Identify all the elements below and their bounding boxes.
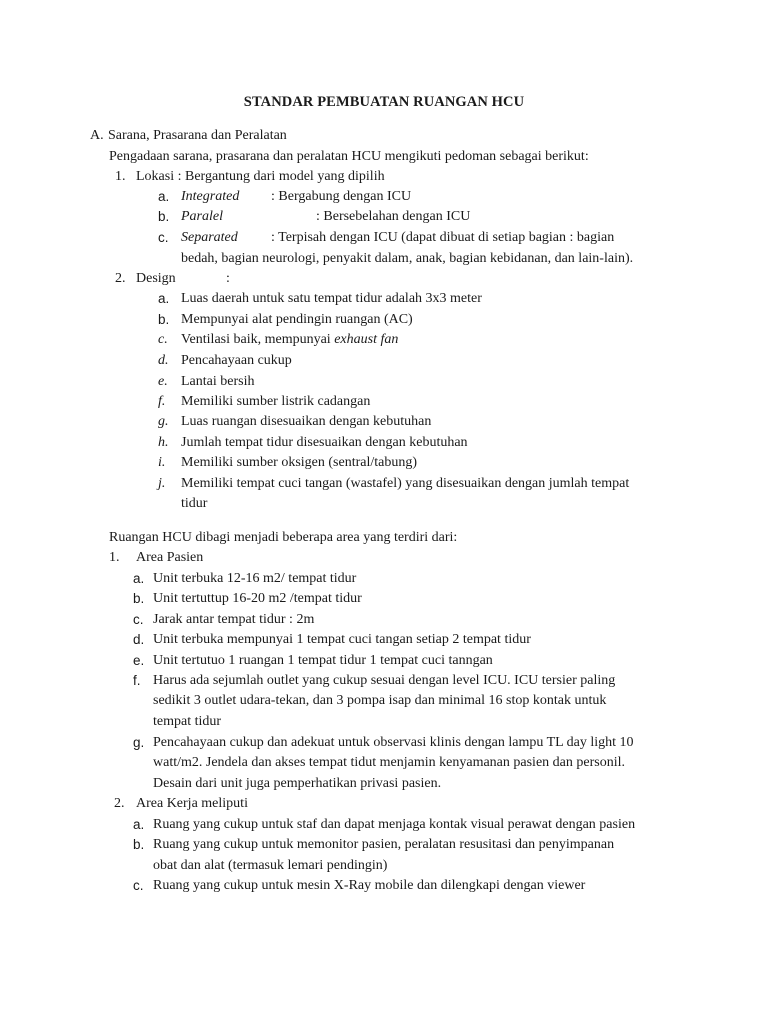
list-marker: g.	[158, 414, 169, 429]
area-item-cont: Desain dari unit juga pemperhatikan privasi pasien.	[153, 776, 442, 791]
page-title: STANDAR PEMBUATAN RUANGAN HCU	[243, 94, 525, 110]
area-item: Jarak antar tempat tidur : 2m	[153, 612, 315, 627]
area-item: Unit tertuttup 16-20 m2 /tempat tidur	[153, 591, 362, 606]
lokasi-desc-cont: bedah, bagian neurologi, penyakit dalam, anak, bagian kebidanan, dan lain-lain).	[181, 251, 634, 266]
area-item: Unit terbuka mempunyai 1 tempat cuci tangan setiap 2 tempat tidur	[153, 632, 531, 647]
lokasi-desc: : Terpisah dengan ICU (dapat dibuat di setiap bagian : bagian	[271, 230, 615, 245]
design-item: Luas daerah untuk satu tempat tidur adalah 3x3 meter	[181, 291, 482, 306]
area-item: Ruang yang cukup untuk staf dan dapat menjaga kontak visual perawat dengan pasien	[153, 817, 636, 832]
design-item: Mempunyai alat pendingin ruangan (AC)	[181, 312, 413, 327]
list-marker: a.	[158, 189, 170, 204]
design-item: Memiliki sumber oksigen (sentral/tabung)	[181, 455, 418, 470]
list-marker: b.	[133, 837, 145, 852]
list-marker: a.	[158, 291, 170, 306]
list-marker: c.	[158, 332, 168, 347]
area-item-cont: obat dan alat (termasuk lemari pendingin)	[153, 858, 388, 873]
areas-intro: Ruangan HCU dibagi menjadi beberapa area yang terdiri dari:	[109, 530, 458, 545]
design-colon: :	[226, 271, 230, 286]
list-marker: g.	[133, 735, 145, 750]
list-number: 1.	[115, 169, 126, 184]
design-item: Memiliki sumber listrik cadangan	[181, 394, 371, 409]
design-item-emphasis: exhaust fan	[334, 332, 399, 347]
list-marker: d.	[158, 353, 169, 368]
design-item: Luas ruangan disesuaikan dengan kebutuhan	[181, 414, 432, 429]
area-item-cont: watt/m2. Jendela dan akses tempat tidut menjamin kenyamanan pasien dan personil.	[153, 755, 625, 770]
lokasi-term: Separated	[181, 230, 238, 245]
list-marker: h.	[158, 435, 169, 450]
design-label: Design	[136, 271, 176, 286]
section-marker: A.	[90, 128, 104, 143]
area-item-cont: sedikit 3 outlet udara-tekan, dan 3 pompa isap dan minimal 16 stop kontak untuk	[153, 693, 607, 708]
list-marker: c.	[158, 230, 169, 245]
design-item: Lantai bersih	[181, 374, 255, 389]
section-intro: Pengadaan sarana, prasarana dan peralatan HCU mengikuti pedoman sebagai berikut:	[109, 149, 589, 164]
area-label: Area Pasien	[136, 550, 204, 565]
list-marker: i.	[158, 455, 166, 470]
lokasi-term: Integrated	[181, 189, 240, 204]
list-number: 2.	[115, 271, 126, 286]
area-item-cont: tempat tidur	[153, 714, 222, 729]
list-marker: e.	[158, 374, 168, 389]
lokasi-term: Paralel	[181, 209, 223, 224]
list-marker: b.	[158, 209, 170, 224]
lokasi-label: Lokasi : Bergantung dari model yang dipilih	[136, 169, 385, 184]
list-marker: b.	[158, 312, 170, 327]
design-item: Ventilasi baik, mempunyai exhaust fan	[181, 332, 399, 347]
design-item: Pencahayaan cukup	[181, 353, 292, 368]
list-marker: e.	[133, 653, 145, 668]
list-marker: a.	[133, 817, 145, 832]
area-item: Ruang yang cukup untuk mesin X-Ray mobile dan dilengkapi dengan viewer	[153, 878, 586, 893]
list-marker: f.	[158, 394, 166, 409]
list-number: 1.	[109, 550, 120, 565]
area-item: Pencahayaan cukup dan adekuat untuk observasi klinis dengan lampu TL day light 10	[153, 735, 634, 750]
list-marker: c.	[133, 878, 144, 893]
list-marker: f.	[133, 673, 141, 688]
lokasi-desc: : Bersebelahan dengan ICU	[316, 209, 471, 224]
area-item: Ruang yang cukup untuk memonitor pasien, peralatan resusitasi dan penyimpanan	[153, 837, 615, 852]
list-marker: d.	[133, 632, 145, 647]
lokasi-desc: : Bergabung dengan ICU	[271, 189, 412, 204]
section-heading: Sarana, Prasarana dan Peralatan	[108, 128, 287, 143]
design-item: Jumlah tempat tidur disesuaikan dengan kebutuhan	[181, 435, 468, 450]
area-label: Area Kerja meliputi	[136, 796, 248, 811]
design-item: Memiliki tempat cuci tangan (wastafel) yang disesuaikan dengan jumlah tempat	[181, 476, 630, 491]
area-item: Harus ada sejumlah outlet yang cukup sesuai dengan level ICU. ICU tersier paling	[153, 673, 616, 688]
list-marker: j.	[158, 476, 166, 491]
list-marker: a.	[133, 571, 145, 586]
list-number: 2.	[114, 796, 125, 811]
list-marker: c.	[133, 612, 144, 627]
list-marker: b.	[133, 591, 145, 606]
area-item: Unit terbuka 12-16 m2/ tempat tidur	[153, 571, 357, 586]
area-item: Unit tertutuo 1 ruangan 1 tempat tidur 1 tempat cuci tanngan	[153, 653, 493, 668]
design-item-cont: tidur	[181, 496, 208, 511]
